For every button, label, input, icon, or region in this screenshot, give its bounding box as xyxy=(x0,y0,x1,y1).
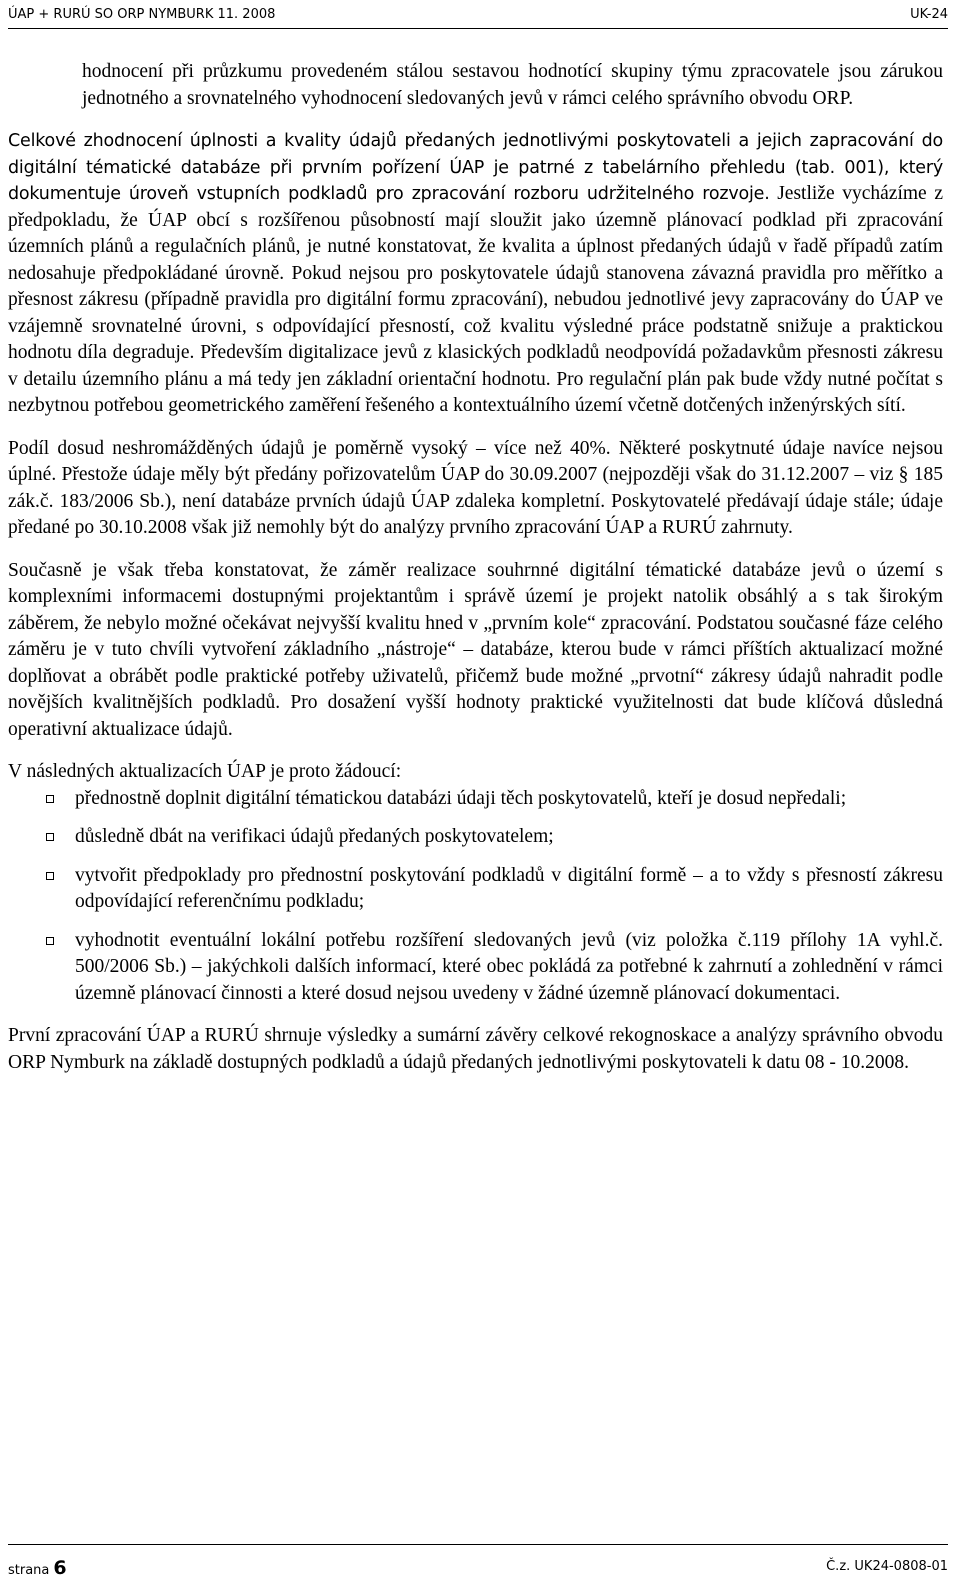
paragraph-5: V následných aktualizacích ÚAP je proto žádoucí: xyxy=(8,761,402,782)
paragraph-1: hodnocení při průzkumu provedeném stálou sestavou hodnotící skupiny týmu zpracovatele jsou zárukou jednotného a srovnatelného vyhodnocení sledovaných jevů v rámci celého správního obvodu ORP. xyxy=(82,61,943,109)
paragraph-2 xyxy=(8,128,943,420)
paragraph-2-sans-part: Celkové zhodnocení úplnosti a kvality údajů předaných jednotlivými poskytovateli a jejich zapracování do digitální tématické databáze při prvním pořízení ÚAP je patrné z tabelárního přehledu (tab. 001), který dokumentuje úroveň vstupních podkladů pro zpracování rozboru udržitelného rozvoje. xyxy=(8,131,943,204)
checkbox-bullet-icon xyxy=(46,937,54,945)
recommendation-list xyxy=(8,786,943,1008)
header-code: UK-24 xyxy=(910,7,948,22)
header-title: ÚAP + RURÚ SO ORP NYMBURK 11. 2008 xyxy=(8,7,276,22)
page-footer xyxy=(8,1544,948,1585)
list-item-text: vytvořit předpoklady pro přednostní poskytování podkladů v digitální formě – a to vždy s přesností zákresu odpovídající referenčnímu podkladu; xyxy=(75,864,943,912)
list-item-text: důsledně dbát na verifikaci údajů předaných poskytovatelem; xyxy=(75,826,554,847)
page-label: strana xyxy=(8,1563,50,1578)
checkbox-bullet-icon xyxy=(46,795,54,803)
checkbox-bullet-icon xyxy=(46,833,54,841)
list-item xyxy=(8,824,943,851)
list-item xyxy=(8,786,943,813)
list-item xyxy=(8,863,943,916)
list-item xyxy=(8,928,943,1008)
paragraph-6: První zpracování ÚAP a RURÚ shrnuje výsledky a sumární závěry celkové rekognoskace a analýzy správního obvodu ORP Nymburk na základě dostupných podkladů a údajů předaných jednotlivými poskytovateli k datu 08 - 10.2008. xyxy=(8,1025,943,1073)
paragraph-2-serif-part: Jestliže vycházíme z předpokladu, že ÚAP obcí s rozšířenou působností mají sloužit jako územně plánovací podklad při zpracování územních plánů a regulačních plánů, je nutné konstatovat, že kvalita a úplnost předaných údajů v řadě případů zatím nedosahuje předpokládané úrovně. Pokud nejsou pro poskytovatele údajů stanovena závazná pravidla pro měřítko a přesnost zákresu (případně pravidla pro digitální formu zpracování), nebudou jednotlivé jevy zapracovány do ÚAP ve vzájemně srovnatelné úrovni, s odpovídající přesností, což kvalitu výsledné práce podstatně snižuje a praktickou hodnotu díla degraduje. Především digitalizace jevů z klasických podkladů neodpovídá požadavkům přesnosti zákresu v detailu územního plánu a má tedy jen základní orientační hodnotu. Pro regulační plán pak bude vždy nutné počítat s nezbytnou potřebou geometrického zaměření řešeného a kontextuálního území včetně dotčených inženýrských sítí. xyxy=(8,183,943,416)
page-header xyxy=(8,4,948,29)
document-id: Č.z. UK24-0808-01 xyxy=(826,1559,948,1574)
page-number-label xyxy=(8,1557,67,1579)
paragraph-3: Podíl dosud neshromážděných údajů je poměrně vysoký – více než 40%. Některé poskytnuté údaje navíce nejsou úplné. Přestože údaje měly být předány pořizovatelům ÚAP do 30.09.2007 (nejpozději však do 31.12.2007 – viz § 185 zák.č. 183/2006 Sb.), není databáze prvních údajů ÚAP zdaleka kompletní. Poskytovatelé předávají údaje stále; údaje předané po 30.10.2008 však již nemohly být do analýzy prvního zpracování ÚAP a RURÚ zahrnuty. xyxy=(8,437,943,538)
page-number: 6 xyxy=(53,1557,67,1579)
paragraph-4: Současně je však třeba konstatovat, že záměr realizace souhrnné digitální tématické databáze jevů o území s komplexními informacemi dostupnými projektantům i správě území je projekt natolik obsáhlý a s tak širokým záběrem, že nebylo možné očekávat nejvyšší kvalitu hned v „prvním kole“ zpracování. Podstatou současné fáze celého záměru je v tuto chvíli vytvoření základního „nástroje“ – databáze, kterou bude v rámci příštích aktualizací možné doplňovat a obrábět podle praktické potřeby uživatelů, přičemž bude možné „prvotní“ zákresy údajů nahradit podle novějších kvalitnějších podkladů. Pro dosažení vyšší hodnoty praktické využitelnosti dat bude klíčová důsledná operativní aktualizace údajů. xyxy=(8,559,943,740)
list-item-text: přednostně doplnit digitální tématickou databázi údaji těch poskytovatelů, kteří je dosud nepředali; xyxy=(75,787,847,809)
checkbox-bullet-icon xyxy=(46,872,54,880)
document-body xyxy=(8,59,943,1076)
list-item-text: vyhodnotit eventuální lokální potřebu rozšíření sledovaných jevů (viz položka č.119 přílohy 1A vyhl.č. 500/2006 Sb.) – jakýchkoli dalších informací, které obec pokládá za potřebné k zahrnutí a zohlednění v rámci územně plánovací činnosti a které dosud nejsou uvedeny v žádné územně plánovací dokumentaci. xyxy=(75,929,943,1004)
